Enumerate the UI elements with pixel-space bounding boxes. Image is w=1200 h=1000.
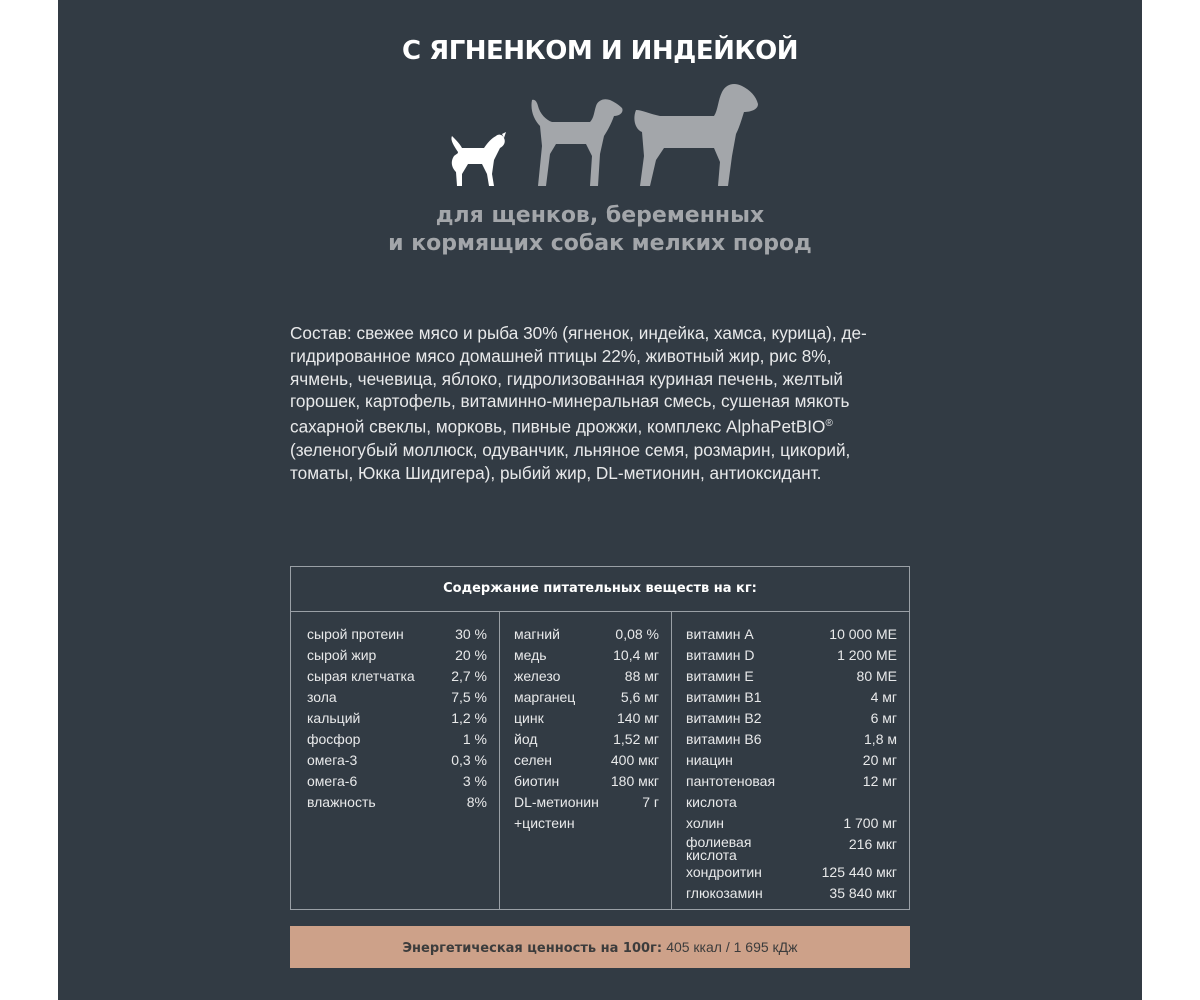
- nutrient-name: витамин Е: [686, 668, 754, 684]
- nutrient-row: [514, 624, 659, 645]
- nutrient-name: витамин В6: [686, 731, 762, 747]
- nutrient-row: [686, 813, 897, 834]
- nutrient-row: [686, 883, 897, 904]
- energy-value: 405 ккал / 1 695 кДж: [666, 939, 798, 955]
- nutrient-name: хондроитин: [686, 864, 762, 880]
- nutrient-value: 1 %: [462, 731, 487, 747]
- nutrient-value: 88 мг: [624, 668, 659, 684]
- composition-line: горошек, картофель, витаминно-минеральная смесь, сушеная мякоть: [290, 391, 850, 412]
- nutrient-row: [307, 645, 487, 666]
- nutrient-value: 140 мг: [617, 710, 659, 726]
- nutrient-name: селен: [514, 752, 553, 768]
- nutrient-name: пантотеновая: [686, 773, 776, 789]
- nutrient-row: [686, 708, 897, 729]
- nutrient-value: 1 200 МЕ: [837, 647, 897, 663]
- nutrients-table-title: Содержание питательных веществ на кг:: [291, 567, 909, 612]
- nutrient-value: 1,2 %: [451, 710, 487, 726]
- nutrient-row: [514, 708, 659, 729]
- nutrient-value: 10,4 мг: [613, 647, 659, 663]
- nutrient-row: [686, 729, 897, 750]
- nutrient-name: биотин: [514, 773, 560, 789]
- nutrient-row: [307, 624, 487, 645]
- nutrient-value: 125 440 мкг: [821, 864, 897, 880]
- medium-dog-icon: [524, 96, 624, 188]
- nutrient-row: [686, 687, 897, 708]
- nutrient-row: [686, 792, 897, 813]
- nutrient-value: 4 мг: [870, 689, 897, 705]
- nutrient-row: [514, 687, 659, 708]
- nutrient-name: кальций: [307, 710, 361, 726]
- nutrient-value: 20 %: [455, 647, 487, 663]
- nutrients-column-macros: [307, 612, 487, 909]
- nutrient-row: [686, 750, 897, 771]
- nutrient-name: DL-метионин: [514, 794, 599, 810]
- nutrient-row: [514, 792, 659, 813]
- nutrient-row: [686, 771, 897, 792]
- composition-line: [290, 413, 930, 439]
- nutrient-value: 8%: [466, 794, 487, 810]
- nutrient-value: 0,08 %: [615, 626, 659, 642]
- composition-line: (зеленогубый моллюск, одуванчик, льняное семя, розмарин, цикорий,: [290, 439, 851, 460]
- large-dog-icon: [630, 82, 760, 188]
- nutrient-row: [307, 687, 487, 708]
- nutrient-row: [307, 792, 487, 813]
- nutrient-name: холин: [686, 815, 725, 831]
- composition-line: Состав: свежее мясо и рыба 30% (ягненок, индейка, хамса, курица), де-: [290, 323, 867, 343]
- nutrient-name: влажность: [307, 794, 376, 810]
- nutrient-name: витамин В2: [686, 710, 762, 726]
- nutrient-row: [307, 729, 487, 750]
- nutrient-name: глюкозамин: [686, 885, 763, 901]
- nutrient-row: [514, 750, 659, 771]
- nutrient-name: сырая клетчатка: [307, 668, 415, 684]
- nutrient-name: сырой жир: [307, 647, 377, 663]
- nutrient-name: кислота: [686, 794, 737, 810]
- nutrient-value: 180 мкг: [610, 773, 659, 789]
- nutrient-row: [686, 834, 897, 862]
- nutrients-column-minerals: [499, 612, 659, 909]
- nutrient-value: 35 840 мкг: [829, 885, 897, 901]
- nutrient-value: 10 000 МЕ: [829, 626, 897, 642]
- nutrient-name: железо: [514, 668, 561, 684]
- product-title: С ЯГНЕНКОМ И ИНДЕЙКОЙ: [402, 36, 798, 66]
- nutrient-name: сырой протеин: [307, 626, 404, 642]
- nutrient-name: фолиевая кислота: [686, 834, 752, 863]
- nutrient-name: магний: [514, 626, 560, 642]
- nutrient-value: 1 700 мг: [843, 815, 897, 831]
- nutrient-value: 20 мг: [862, 752, 897, 768]
- energy-label: Энергетическая ценность на 100г:: [402, 941, 663, 956]
- product-info-panel: [58, 0, 1142, 1000]
- nutrient-value: 7 г: [642, 794, 659, 810]
- audience-line: для щенков, беременных: [435, 203, 765, 228]
- nutrient-name: фосфор: [307, 731, 361, 747]
- nutrient-row: [514, 666, 659, 687]
- nutrient-row: [686, 862, 897, 883]
- nutrient-row: [514, 813, 659, 834]
- nutrient-name: витамин D: [686, 647, 755, 663]
- nutrient-name: ниацин: [686, 752, 733, 768]
- nutrient-row: [686, 645, 897, 666]
- composition-line: ячмень, чечевица, яблоко, гидролизованная куриная печень, желтый: [290, 368, 843, 389]
- registered-mark: ®: [825, 418, 833, 430]
- composition-text: [290, 322, 930, 484]
- nutrient-name: цинк: [514, 710, 544, 726]
- nutrient-name: витамин В1: [686, 689, 762, 705]
- nutrient-row: [307, 666, 487, 687]
- audience-description: [58, 202, 1142, 258]
- nutrient-value: 12 мг: [862, 773, 897, 789]
- nutrient-row: [514, 645, 659, 666]
- nutrient-value: 1,8 м: [864, 731, 897, 747]
- composition-line: томаты, Юкка Шидигера), рыбий жир, DL-метионин, антиоксидант.: [290, 462, 822, 483]
- nutrient-value: 0,3 %: [451, 752, 487, 768]
- nutrient-value: 216 мкг: [848, 836, 897, 852]
- nutrient-name: омега-6: [307, 773, 358, 789]
- nutrient-row: [686, 624, 897, 645]
- nutrient-value: 30 %: [455, 626, 487, 642]
- nutrient-name: йод: [514, 731, 538, 747]
- nutrient-row: [307, 750, 487, 771]
- nutrient-row: [514, 771, 659, 792]
- nutrient-name: омега-3: [307, 752, 358, 768]
- nutrient-name: витамин А: [686, 626, 754, 642]
- nutrient-row: [307, 708, 487, 729]
- nutrient-name: медь: [514, 647, 547, 663]
- nutrient-row: [307, 771, 487, 792]
- nutrients-column-vitamins: [671, 612, 897, 909]
- nutrient-value: 3 %: [462, 773, 487, 789]
- audience-line: и кормящих собак мелких пород: [388, 231, 812, 256]
- nutrient-value: 1,52 мг: [613, 731, 659, 747]
- dog-size-icons: [440, 82, 760, 188]
- composition-line: гидрированное мясо домашней птицы 22%, животный жир, рис 8%,: [290, 345, 832, 366]
- energy-value-bar: [290, 926, 910, 968]
- nutrient-name: +цистеин: [514, 815, 575, 831]
- nutrient-value: 2,7 %: [451, 668, 487, 684]
- nutrient-name: марганец: [514, 689, 576, 705]
- nutrients-table: [290, 566, 910, 910]
- nutrient-value: 7,5 %: [451, 689, 487, 705]
- nutrient-name: зола: [307, 689, 337, 705]
- nutrient-value: 80 МЕ: [856, 668, 897, 684]
- nutrient-value: 5,6 мг: [620, 689, 659, 705]
- small-dog-icon: [444, 132, 510, 188]
- composition-line-text: сахарной свеклы, морковь, пивные дрожжи, комплекс AlphaPetBIO: [290, 416, 826, 437]
- nutrient-value: 400 мкг: [610, 752, 659, 768]
- nutrient-row: [514, 729, 659, 750]
- nutrient-value: 6 мг: [870, 710, 897, 726]
- nutrient-row: [686, 666, 897, 687]
